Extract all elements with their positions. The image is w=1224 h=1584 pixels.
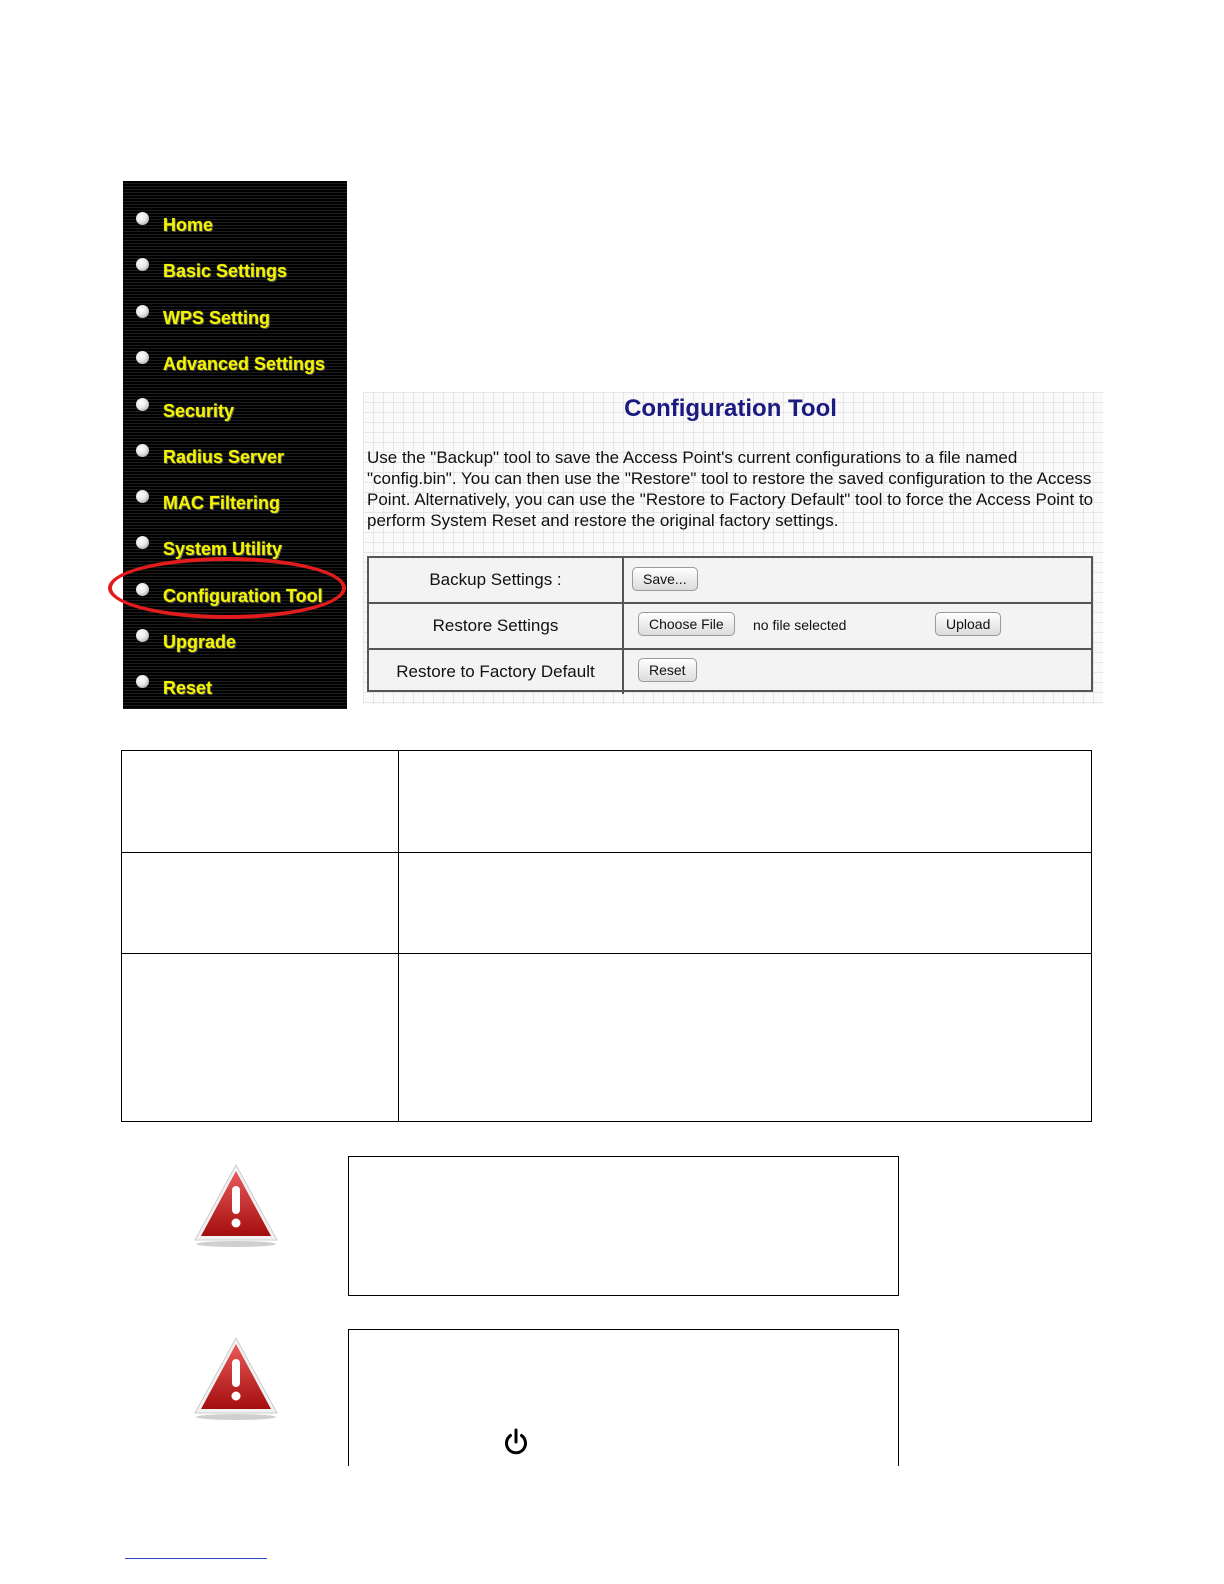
bullet-icon [136, 536, 149, 549]
sidebar-menu [123, 181, 347, 709]
warning-triangle-icon [191, 1333, 281, 1423]
sidebar-item-label: Home [163, 215, 214, 235]
restore-settings-row [369, 602, 1091, 648]
bullet-icon [136, 351, 149, 364]
sidebar-item-label: Basic Settings [163, 261, 288, 281]
sidebar-item-label: Security [163, 401, 235, 421]
sidebar-item-basic-settings[interactable] [123, 249, 347, 295]
table-row [122, 751, 1091, 852]
sidebar-item-label: System Utility [163, 539, 283, 559]
table-cell [122, 954, 399, 1122]
save-button[interactable]: Save... [632, 567, 698, 591]
file-status-text: no file selected [753, 617, 847, 633]
table-row [122, 953, 1091, 1122]
sidebar-item-reset[interactable] [123, 666, 347, 712]
sidebar-item-label: Upgrade [163, 632, 237, 652]
table-cell [122, 751, 399, 852]
upload-button[interactable]: Upload [935, 612, 1001, 636]
bullet-icon [136, 583, 149, 596]
bullet-icon [136, 305, 149, 318]
sidebar-item-configuration-tool[interactable] [123, 574, 347, 620]
description-table [121, 750, 1092, 1122]
restore-settings-label: Restore Settings [369, 604, 624, 648]
warning-triangle-icon [191, 1160, 281, 1250]
backup-settings-label: Backup Settings : [369, 558, 624, 602]
sidebar-item-label: MAC Filtering [163, 493, 280, 513]
bullet-icon [136, 629, 149, 642]
table-row [122, 852, 1091, 954]
page-title: Configuration Tool [624, 395, 837, 422]
bullet-icon [136, 444, 149, 457]
sidebar-item-label: Advanced Settings [163, 354, 326, 374]
reset-button[interactable]: Reset [638, 658, 697, 682]
page-description: Use the "Backup" tool to save the Access Point's current configurations to a file named "config.bin". You can then use the "Restore" tool to restore the saved configuration to the Access Point. Alternatively, you can use the "Restore to Factory Default" tool to force the Access Point to perform System Reset and restore the original factory settings. [367, 448, 1094, 530]
sidebar-item-advanced-settings[interactable] [123, 342, 347, 388]
sidebar-item-label: Configuration Tool [163, 586, 323, 606]
power-icon [502, 1428, 530, 1458]
sidebar-item-label: WPS Setting [163, 308, 270, 328]
sidebar-item-wps-setting[interactable] [123, 296, 347, 342]
bullet-icon [136, 212, 149, 225]
sidebar-item-label: Radius Server [163, 447, 285, 467]
footer-divider [125, 1558, 267, 1559]
sidebar-item-upgrade[interactable] [123, 620, 347, 666]
note-box [348, 1156, 899, 1296]
sidebar-item-home[interactable] [123, 203, 347, 249]
table-cell [122, 853, 399, 954]
note-box [348, 1329, 899, 1466]
factory-default-label: Restore to Factory Default [369, 650, 624, 694]
bullet-icon [136, 398, 149, 411]
sidebar-item-radius-server[interactable] [123, 435, 347, 481]
factory-default-row [369, 648, 1091, 694]
sidebar-item-security[interactable] [123, 389, 347, 435]
bullet-icon [136, 490, 149, 503]
bullet-icon [136, 675, 149, 688]
choose-file-button[interactable]: Choose File [638, 612, 735, 636]
sidebar-item-mac-filtering[interactable] [123, 481, 347, 527]
configuration-panel [363, 392, 1103, 704]
bullet-icon [136, 258, 149, 271]
configuration-table [367, 556, 1093, 692]
sidebar-item-label: Reset [163, 678, 213, 698]
sidebar-item-system-utility[interactable] [123, 527, 347, 573]
backup-settings-row [369, 558, 1091, 602]
